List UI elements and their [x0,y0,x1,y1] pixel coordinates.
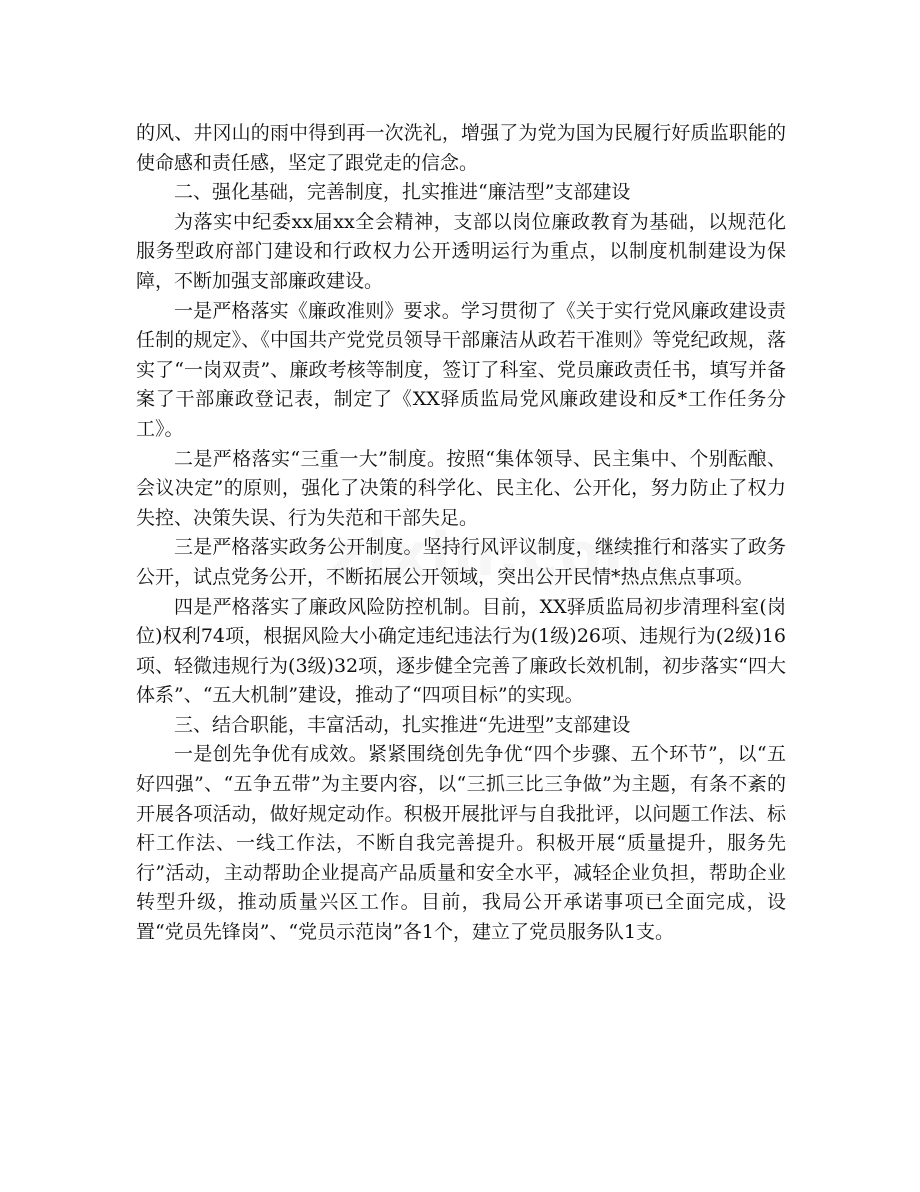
section-heading-2: 二、强化基础，完善制度，扎实推进“廉洁型”支部建设 [174,181,631,204]
paragraph-continuation: 的风、井冈山的雨中得到再一次洗礼，增强了为党为国为民履行好质监职能的使命感和责任感，坚定了跟党走的信念。 [136,122,786,174]
paragraph-item-4: 四是严格落实了廉政风险防控机制。目前，XX驿质监局初步清理科室(岗位)权利74项，根据风险大小确定违纪违法行为(1级)26项、违规行为(2级)16项、轻微违规行为(3级)32项，逐步健全完善了廉政长效机制，初步落实“四大体系”、“五大机制”建设，推动了“四项目标”的实现。 [136,595,786,707]
paragraph-item-3: 三是严格落实政务公开制度。坚持行风评议制度，继续推行和落实了政务公开，试点党务公开，不断拓展公开领域，突出公开民情*热点焦点事项。 [136,536,786,588]
section-heading-3: 三、结合职能，丰富活动，扎实推进“先进型”支部建设 [174,713,631,736]
paragraph-item-1: 一是严格落实《廉政准则》要求。学习贯彻了《关于实行党风廉政建设责任制的规定》、《中国共产党党员领导干部廉洁从政若干准则》等党纪政规，落实了“一岗双责”、廉政考核等制度，签订了科室、党员廉政责任书，填写并备案了干部廉政登记表，制定了《XX驿质监局党风廉政建设和反*工作任务分工》。 [136,299,786,440]
paragraph-item-5: 一是创先争优有成效。紧紧围绕创先争优“四个步骤、五个环节”，以“五好四强”、“五争五带”为主要内容，以“三抓三比三争做”为主题，有条不紊的开展各项活动，做好规定动作。积极开展批评与自我批评，以问题工作法、标杆工作法、一线工作法，不断自我完善提升。积极开展“质量提升，服务先行”活动，主动帮助企业提高产品质量和安全水平，减轻企业负担，帮助企业转型升级，推动质量兴区工作。目前，我局公开承诺事项已全面完成，设置“党员先锋岗”、“党员示范岗”各1个，建立了党员服务队1支。 [136,743,786,944]
document-body [136,119,786,948]
paragraph-item-2: 二是严格落实“三重一大”制度。按照“集体领导、民主集中、个别酝酿、会议决定”的原则，强化了决策的科学化、民主化、公开化，努力防止了权力失控、决策失误、行为失范和干部失足。 [136,447,786,529]
paragraph-intro: 为落实中纪委xx届xx全会精神，支部以岗位廉政教育为基础，以规范化服务型政府部门建设和行政权力公开透明运行为重点，以制度机制建设为保障，不断加强支部廉政建设。 [136,210,786,292]
